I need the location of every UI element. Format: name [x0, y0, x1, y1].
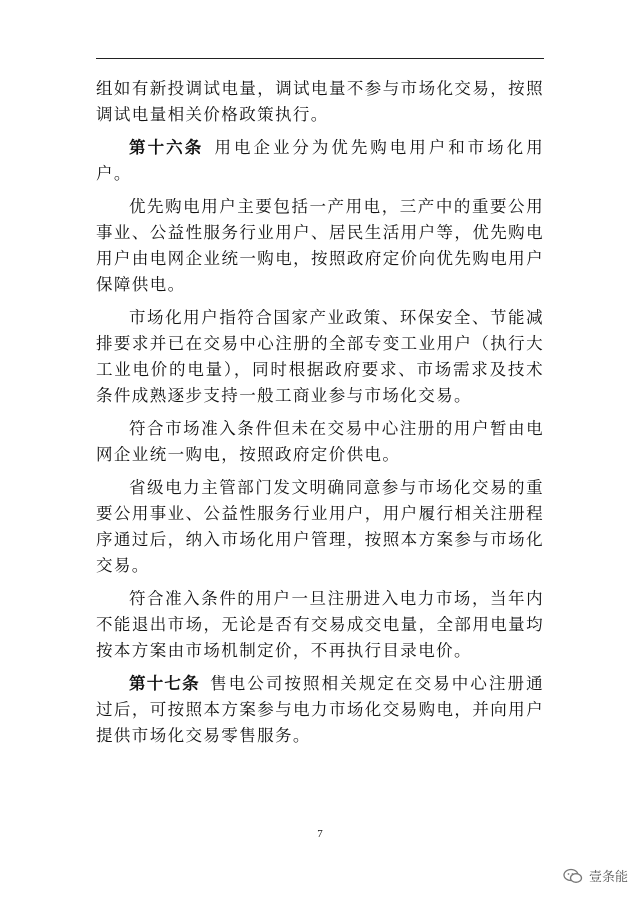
article-16-paragraph	[96, 135, 544, 187]
paragraph-text: 符合准入条件的用户一旦注册进入电力市场，当年内不能退出市场，无论是否有交易成交电量，全部用电量均按本方案由市场机制定价，不再执行目录电价。	[96, 589, 544, 660]
source-watermark	[563, 866, 628, 885]
document-body	[96, 76, 544, 756]
paragraph-text: 售电公司按照相关规定在交易中心注册通过后，可按照本方案参与电力市场化交易购电，并向用户提供市场化交易零售服务。	[96, 674, 545, 745]
unregistered-users-paragraph	[96, 416, 544, 468]
wechat-icon	[563, 868, 583, 884]
market-users-paragraph	[96, 305, 544, 409]
registration-lock-paragraph	[96, 586, 544, 664]
public-utility-paragraph	[96, 475, 544, 579]
paragraph-text: 用电企业分为优先购电用户和市场化用户。	[96, 138, 544, 183]
paragraph-text: 组如有新投调试电量，调试电量不参与市场化交易，按照调试电量相关价格政策执行。	[96, 79, 544, 124]
page-number: 7	[317, 828, 323, 840]
watermark-text: 壹条能	[588, 870, 628, 885]
paragraph-text: 符合市场准入条件但未在交易中心注册的用户暂由电网企业统一购电，按照政府定价供电。	[96, 419, 544, 464]
priority-users-paragraph	[96, 194, 544, 298]
article-17-paragraph	[96, 671, 544, 749]
paragraph-text: 优先购电用户主要包括一产用电，三产中的重要公用事业、公益性服务行业用户、居民生活用户等，优先购电用户由电网企业统一购电，按照政府定价向优先购电用户保障供电。	[96, 197, 544, 294]
paragraph-continued	[96, 76, 544, 128]
paragraph-text: 市场化用户指符合国家产业政策、环保安全、节能减排要求并已在交易中心注册的全部专变工业用户（执行大工业电价的电量），同时根据政府要求、市场需求及技术条件成熟逐步支持一般工商业参与市场化交易。	[96, 308, 544, 405]
header-rule	[96, 58, 544, 59]
paragraph-text: 省级电力主管部门发文明确同意参与市场化交易的重要公用事业、公益性服务行业用户，用户履行相关注册程序通过后，纳入市场化用户管理，按照本方案参与市场化交易。	[96, 478, 544, 575]
article-heading: 第十七条	[129, 674, 200, 693]
article-heading: 第十六条	[129, 138, 204, 157]
